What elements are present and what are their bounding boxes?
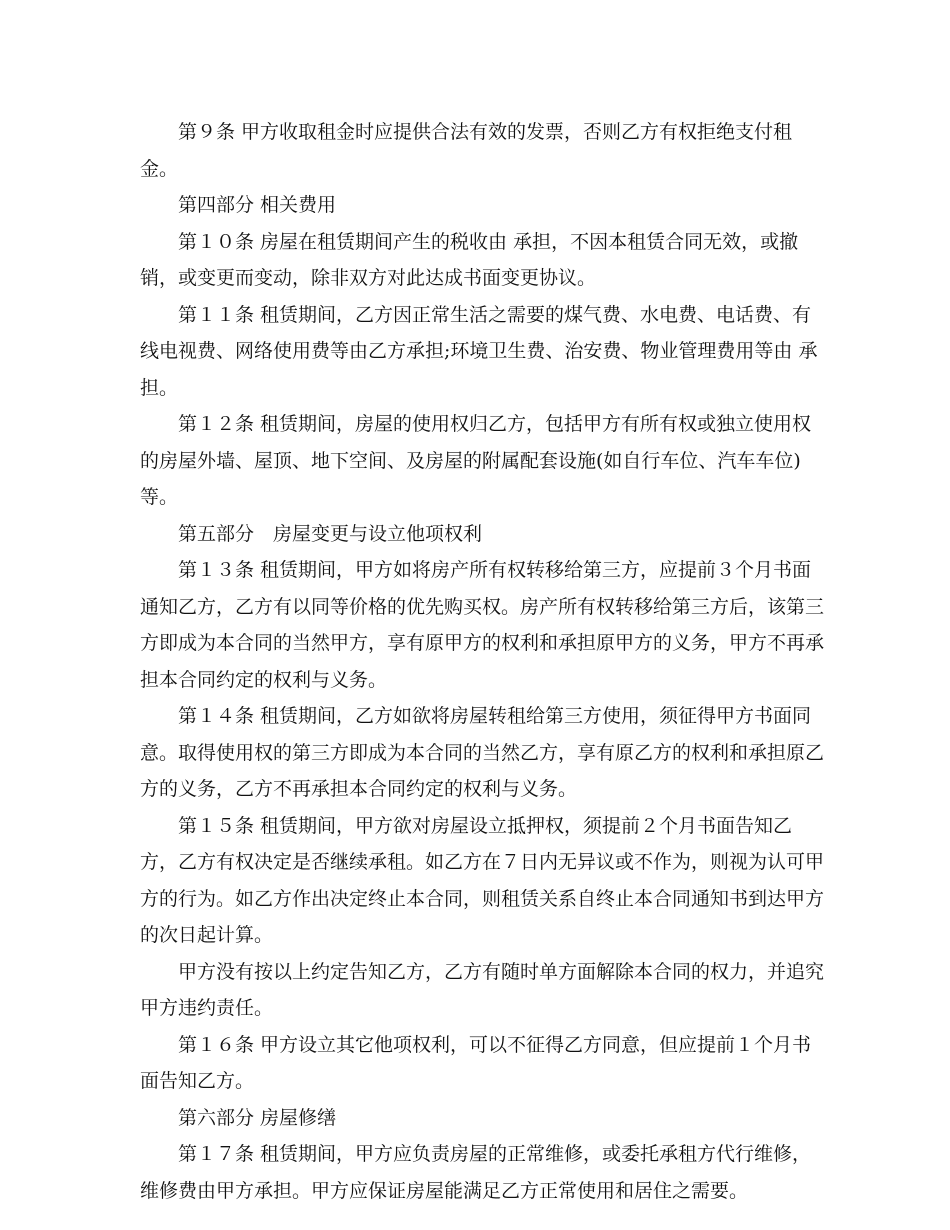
clause-11: 第１１条 租赁期间，乙方因正常生活之需要的煤气费、水电费、电话费、有线电视费、网络使用费等由乙方承担;环境卫生费、治安费、物业管理费用等由 承担。 — [140, 303, 818, 399]
clause-15-addendum: 甲方没有按以上约定告知乙方，乙方有随时单方面解除本合同的权力，并追究甲方违约责任。 — [140, 960, 825, 1019]
clause-13: 第１３条 租赁期间，甲方如将房产所有权转移给第三方，应提前３个月书面通知乙方，乙方有以同等价格的优先购买权。房产所有权转移给第三方后，该第三方即成为本合同的当然甲方，享有原甲方的权利和承担原甲方的义务，甲方不再承担本合同约定的权利与义务。 — [140, 559, 825, 691]
clause-15: 第１５条 租赁期间，甲方欲对房屋设立抵押权，须提前２个月书面告知乙方，乙方有权决定是否继续承租。如乙方在７日内无异议或不作为，则视为认可甲方的行为。如乙方作出决定终止本合同，则租赁关系自终止本合同通知书到达甲方的次日起计算。 — [140, 814, 825, 946]
clause-16: 第１６条 甲方设立其它他项权利，可以不征得乙方同意，但应提前１个月书面告知乙方。 — [140, 1033, 812, 1092]
clause-14: 第１４条 租赁期间，乙方如欲将房屋转租给第三方使用，须征得甲方书面同意。取得使用权的第三方即成为本合同的当然乙方，享有原乙方的权利和承担原乙方的义务，乙方不再承担本合同约定的权利与义务。 — [140, 705, 825, 800]
section-heading-part-4: 第四部分 相关费用 — [178, 194, 337, 216]
clause-12: 第１２条 租赁期间，房屋的使用权归乙方，包括甲方有所有权或独立使用权的房屋外墙、屋顶、地下空间、及房屋的附属配套设施(如自行车位、汽车车位)等。 — [140, 413, 812, 508]
section-heading-part-5: 第五部分 房屋变更与设立他项权利 — [178, 522, 483, 545]
clause-10: 第１０条 房屋在租赁期间产生的税收由 承担，不因本租赁合同无效，或撤销，或变更而变动，除非双方对此达成书面变更协议。 — [140, 230, 799, 289]
section-heading-part-6: 第六部分 房屋修缮 — [178, 1106, 337, 1129]
document-body — [140, 114, 826, 1209]
clause-17: 第１７条 租赁期间，甲方应负责房屋的正常维修，或委托承租方代行维修，维修费由甲方承担。甲方应保证房屋能满足乙方正常使用和居住之需要。 — [140, 1143, 812, 1202]
clause-9: 第９条 甲方收取租金时应提供合法有效的发票，否则乙方有权拒绝支付租金。 — [140, 121, 793, 180]
